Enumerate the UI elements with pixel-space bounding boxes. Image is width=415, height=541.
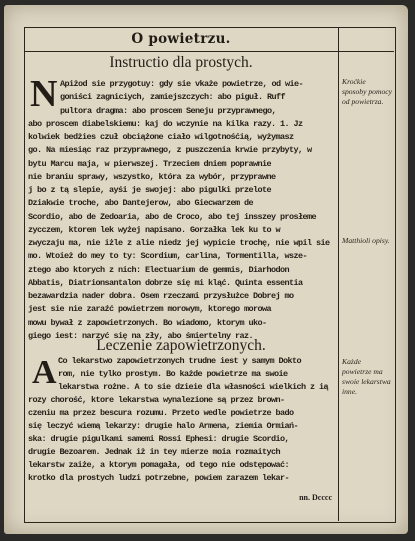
text-line: mo. Wtoież do mey to ty: Scordium, carlina, Tormentilla, wsze-	[28, 252, 308, 261]
text-line: Co lekarstwo zapowietrzonych trudne iest y samym Dokto	[58, 357, 302, 366]
text-line: abo proscem diabelskiemu: kaj do wczynie na kilka razy. 1. Jz	[28, 119, 303, 129]
text-line: Scordio, abo de Zedoaria, abo de Croco, abo tej insszey prosłeme	[28, 212, 317, 221]
text-line: mowu bywał z zapowietrzonych. Bo wiadomo, ktorym uko-	[28, 318, 267, 327]
text-line: Abbatis, Diatrionsantalon dobrze się mi kląć. Quinta essentia	[28, 278, 303, 288]
text-line: jest sie nie zaraźć powietrzem morowym, ktorego morowa	[28, 305, 272, 314]
margin-rule	[338, 27, 339, 521]
text-line: Apiżod sie przygotuy: gdy sie vkaże powietrze, od wie-	[60, 80, 304, 89]
text-line: zwyczaju ma, nie iżle z alie niedz jej wypicie trochę, nie wpil sie	[28, 239, 330, 248]
text-line: bytu Marcu maja, w pierwszej. Trzeciem dniem poprawnie	[28, 159, 272, 168]
header-rule	[24, 51, 394, 52]
text-line: go. Na miesiąc raz przyprawnego, z puszczenia krwie przybyty, w	[28, 146, 312, 155]
text-line: ztego abo ktorych z nich: Electuarium de gemmis, Diarhodon	[28, 265, 290, 274]
section-title: Leczenie zapowietrzonych.	[96, 337, 266, 354]
text-line: się leczyć wiemą lekarzy: drugie halo Armena, ziemia Ormiań-	[28, 422, 299, 431]
text-line: ska: drugie pigulkami samemi Rossi Ephesi: drugie Scordio,	[28, 435, 290, 444]
section-title: Instructio dla prostych.	[109, 54, 253, 71]
text-line: czeniu ma przez bescura rozumu. Przeto wedle powietrze bado	[28, 409, 294, 418]
folio: nn. Dcccc	[299, 493, 332, 502]
running-head: O powietrzu.	[131, 31, 231, 47]
text-line: goniści zagniciych, zamiejszczych: abo piguł. Ruff	[60, 93, 286, 102]
text-line: Dziakwie troche, abo Dantejerow, abo Giecwarzem de	[28, 199, 254, 208]
text-line: nie braniu sprawy, wszystko, która za wybór, przyprawne	[28, 172, 276, 182]
text-line: drugie Bezoarem. Jednak iż in tey mierze moia rozmaitych	[28, 448, 281, 457]
text-line: lekarstw zaiże, a ktorym pomagała, od tego nie odstępować:	[28, 461, 290, 470]
text-line: zycczem, ktorem lek wyżej napisano. Gorzałka lek ku to w	[28, 225, 281, 235]
text-line: bezawardzia nader dobra. Osem rzeczami przysłużce Dobrej mo	[28, 292, 294, 301]
text-line: rozy chorość, ktore lekarstwa wynalezione są przez brown-	[28, 396, 285, 405]
margin-note: Kroćkie sposoby pomocy od powietrza.	[342, 77, 392, 106]
text-line: pultora dragma: abo proscem Seneju przyprawnego,	[60, 106, 277, 115]
drop-initial: A	[32, 354, 57, 391]
margin-note: Każde powietrze ma swoie lekarstwa inne.	[342, 357, 391, 396]
text-line: lekarstwa rożne. A to sie dzieie dla własności wielkich z ią	[58, 383, 329, 392]
margin-note: Matthioli opisy.	[342, 236, 390, 245]
drop-initial: N	[30, 73, 58, 115]
text-line: rom, nie tylko prostym. Bo każde powietrze ma swoie	[58, 370, 288, 379]
book-page	[4, 5, 408, 534]
text-line: j bo z tą slepie, ayśi je swojej: abo pigulki przelote	[28, 186, 272, 195]
text-line: kolwiek bedżies czuł obciążone ciało wilgotnośćią, wyżymasz	[28, 133, 294, 142]
text-line: giego iest: narzyć się na zły, abo śmiertelny raz.	[28, 331, 254, 341]
text-line: krotko dla prostych ludzi potrzebne, powiem zarazem lekar-	[28, 474, 290, 483]
